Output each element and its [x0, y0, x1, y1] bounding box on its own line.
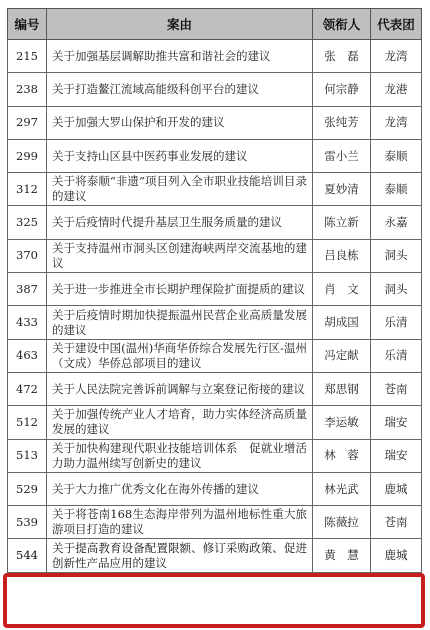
- col-header-number: 编号: [8, 9, 47, 40]
- table-row: [8, 372, 422, 405]
- row-lead: 李运敏: [313, 406, 371, 439]
- row-delegation: 瑞安: [371, 406, 422, 439]
- col-header-title: 案由: [47, 9, 313, 40]
- row-title: 关于加强传统产业人才培育，助力实体经济高质量发展的建议: [47, 406, 313, 439]
- row-delegation: 乐清: [371, 339, 422, 372]
- table-header-row: [8, 9, 422, 40]
- row-number: 529: [8, 472, 47, 505]
- col-header-delegation: 代表团: [371, 9, 422, 40]
- row-delegation: 泰顺: [371, 173, 422, 206]
- table-row: [8, 239, 422, 272]
- row-lead: 何宗静: [313, 73, 371, 106]
- row-number: 387: [8, 273, 47, 306]
- table-row: [8, 306, 422, 339]
- row-delegation: 鹿城: [371, 539, 422, 572]
- row-lead: 雷小兰: [313, 139, 371, 172]
- row-number: 433: [8, 306, 47, 339]
- row-number: 472: [8, 372, 47, 405]
- row-lead: 肖 文: [313, 273, 371, 306]
- row-number: 463: [8, 339, 47, 372]
- row-number: 215: [8, 40, 47, 73]
- row-title: 关于进一步推进全市长期护理保险扩面提质的建议: [47, 273, 313, 306]
- table-row: [8, 439, 422, 472]
- row-number: 299: [8, 139, 47, 172]
- row-title: 关于将泰顺“非遗”项目列入全市职业技能培训目录的建议: [47, 173, 313, 206]
- row-lead: 冯定献: [313, 339, 371, 372]
- row-title: 关于支持山区县中医药事业发展的建议: [47, 139, 313, 172]
- row-lead: 吕良栋: [313, 239, 371, 272]
- row-delegation: 龙湾: [371, 106, 422, 139]
- col-header-lead: 领衔人: [313, 9, 371, 40]
- row-delegation: 洞头: [371, 273, 422, 306]
- table-row: [8, 73, 422, 106]
- row-number: 238: [8, 73, 47, 106]
- table-row: [8, 173, 422, 206]
- row-number: 325: [8, 206, 47, 239]
- table-row: [8, 406, 422, 439]
- highlight-box: [3, 573, 425, 628]
- row-title: 关于加快构建现代职业技能培训体系 促就业增活力助力温州续写创新史的建议: [47, 439, 313, 472]
- row-title: 关于大力推广优秀文化在海外传播的建议: [47, 472, 313, 505]
- row-title: 关于加强基层调解助推共富和谐社会的建议: [47, 40, 313, 73]
- row-delegation: 苍南: [371, 372, 422, 405]
- row-delegation: 龙港: [371, 73, 422, 106]
- row-lead: 林光武: [313, 472, 371, 505]
- row-lead: 胡成国: [313, 306, 371, 339]
- row-delegation: 苍南: [371, 506, 422, 539]
- table-row: [8, 472, 422, 505]
- proposal-table: [7, 8, 422, 573]
- table-row: [8, 106, 422, 139]
- row-lead: 郑思钢: [313, 372, 371, 405]
- row-title: 关于提高教育设备配置限额、修订采购政策、促进创新性产品应用的建议: [47, 539, 313, 572]
- row-delegation: 龙湾: [371, 40, 422, 73]
- table-row: [8, 506, 422, 539]
- table-row: [8, 139, 422, 172]
- row-lead: 夏妙清: [313, 173, 371, 206]
- row-lead: 陈立新: [313, 206, 371, 239]
- row-delegation: 泰顺: [371, 139, 422, 172]
- row-delegation: 鹿城: [371, 472, 422, 505]
- row-delegation: 瑞安: [371, 439, 422, 472]
- row-lead: 张 磊: [313, 40, 371, 73]
- row-number: 512: [8, 406, 47, 439]
- row-delegation: 洞头: [371, 239, 422, 272]
- row-title: 关于支持温州市洞头区创建海峡两岸交流基地的建议: [47, 239, 313, 272]
- row-lead: 黄 慧: [313, 539, 371, 572]
- row-lead: 张纯芳: [313, 106, 371, 139]
- row-title: 关于后疫情时期加快提振温州民营企业高质量发展的建议: [47, 306, 313, 339]
- row-title: 关于人民法院完善诉前调解与立案登记衔接的建议: [47, 372, 313, 405]
- row-title: 关于将苍南168生态海岸带列为温州地标性重大旅游项目打造的建议: [47, 506, 313, 539]
- row-number: 370: [8, 239, 47, 272]
- row-number: 513: [8, 439, 47, 472]
- row-title: 关于加强大罗山保护和开发的建议: [47, 106, 313, 139]
- table-row: [8, 40, 422, 73]
- row-delegation: 乐清: [371, 306, 422, 339]
- row-number: 544: [8, 539, 47, 572]
- table-row: [8, 339, 422, 372]
- row-lead: 林 蓉: [313, 439, 371, 472]
- row-number: 312: [8, 173, 47, 206]
- table-row: [8, 539, 422, 572]
- row-number: 297: [8, 106, 47, 139]
- table-row: [8, 273, 422, 306]
- row-delegation: 永嘉: [371, 206, 422, 239]
- row-lead: 陈薇拉: [313, 506, 371, 539]
- table-row: [8, 206, 422, 239]
- row-title: 关于后疫情时代提升基层卫生服务质量的建议: [47, 206, 313, 239]
- row-title: 关于打造鳌江流域高能级科创平台的建议: [47, 73, 313, 106]
- row-title: 关于建设中国(温州)华商华侨综合发展先行区-温州（文成）华侨总部项目的建议: [47, 339, 313, 372]
- row-number: 539: [8, 506, 47, 539]
